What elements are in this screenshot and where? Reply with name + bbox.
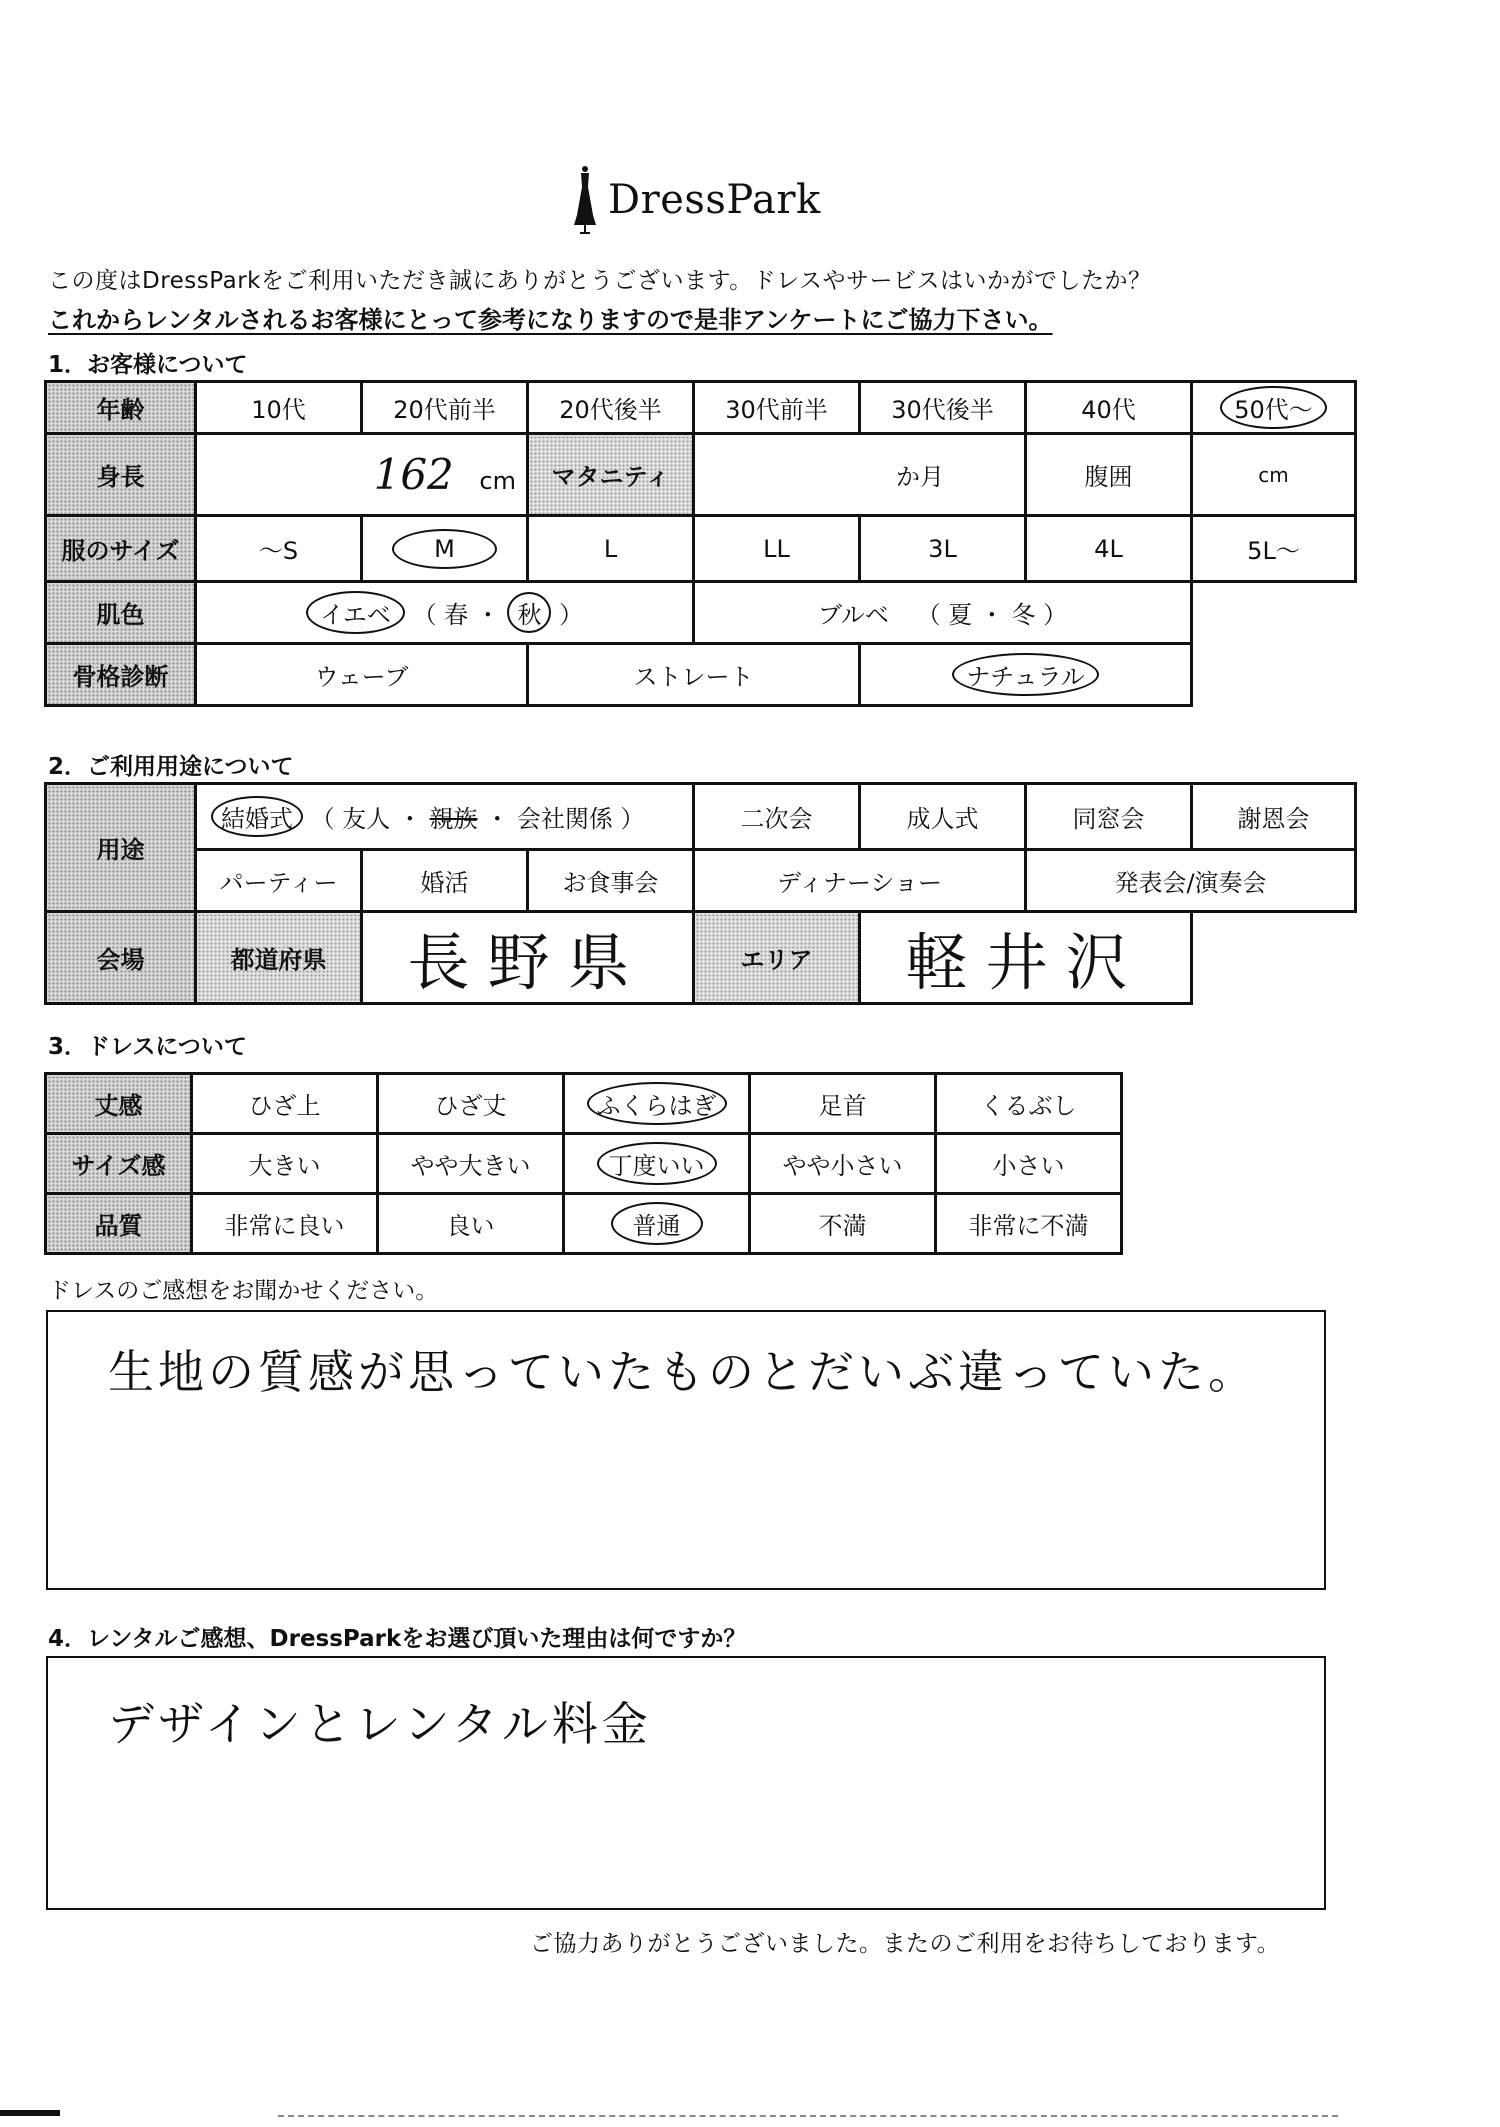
section2-heading: 2．ご利用用途について [48, 754, 294, 780]
age-row [46, 382, 1356, 434]
age-option[interactable]: 40代 [1026, 382, 1192, 434]
fit-option[interactable]: 大きい [192, 1134, 378, 1194]
intro-text: この度はDressParkをご利用いただき誠にありがとうございます。ドレスやサービスはいかがでしたか？ [48, 268, 1152, 294]
yellow-base-cell[interactable] [196, 582, 694, 644]
usage-option[interactable]: お食事会 [528, 850, 694, 912]
selection-circle: 結婚式 [211, 796, 303, 837]
quality-row [46, 1194, 1122, 1254]
length-option-selected[interactable] [564, 1074, 750, 1134]
wedding-cell[interactable] [196, 784, 694, 850]
section4-heading: 4．レンタルご感想、DressParkをお選び頂いた理由は何ですか？ [48, 1626, 747, 1652]
area-field[interactable] [860, 912, 1192, 1004]
fit-option-selected[interactable] [564, 1134, 750, 1194]
fit-label: サイズ感 [46, 1134, 192, 1194]
waist-unit: cm [1258, 462, 1289, 487]
rental-reason-text: デザインとレンタル料金 [108, 1697, 652, 1751]
quality-option[interactable]: 非常に良い [192, 1194, 378, 1254]
separator-dot: ・ [475, 601, 500, 629]
prefecture-label: 都道府県 [196, 912, 362, 1004]
age-option-selected[interactable] [1192, 382, 1356, 434]
usage-option[interactable]: 謝恩会 [1192, 784, 1356, 850]
length-option[interactable]: 足首 [750, 1074, 936, 1134]
usage-option[interactable]: 二次会 [694, 784, 860, 850]
separator-dot: ・ [485, 805, 510, 833]
rental-reason-box[interactable] [46, 1656, 1326, 1910]
age-option[interactable]: 10代 [196, 382, 362, 434]
size-option[interactable]: 5L〜 [1192, 516, 1356, 582]
skin-row [46, 582, 1356, 644]
section1-heading: 1．お客様について [48, 352, 248, 378]
skeleton-row [46, 644, 1356, 706]
size-row [46, 516, 1356, 582]
intro-request: これからレンタルされるお客様にとって参考になりますので是非アンケートにご協力下さい。 [48, 306, 1053, 334]
height-value: 162 [373, 450, 454, 499]
length-label: 丈感 [46, 1074, 192, 1134]
size-option-selected[interactable] [362, 516, 528, 582]
dress-comment-prompt: ドレスのご感想をお聞かせください。 [48, 1278, 439, 1304]
dress-table [44, 1072, 1123, 1255]
usage-label: 用途 [46, 784, 196, 912]
skeleton-option[interactable]: ウェーブ [196, 644, 528, 706]
quality-label: 品質 [46, 1194, 192, 1254]
skeleton-label: 骨格診断 [46, 644, 196, 706]
size-option[interactable]: 4L [1026, 516, 1192, 582]
winter-option[interactable]: 冬 [1011, 601, 1036, 629]
fit-option[interactable]: やや大きい [378, 1134, 564, 1194]
waist-label: 腹囲 [1026, 434, 1192, 516]
usage-row-1 [46, 784, 1356, 850]
size-option[interactable]: L [528, 516, 694, 582]
paren-open: （ [412, 601, 437, 629]
quality-option[interactable]: 不満 [750, 1194, 936, 1254]
age-option[interactable]: 20代後半 [528, 382, 694, 434]
venue-label: 会場 [46, 912, 196, 1004]
customer-table [44, 380, 1357, 707]
fit-option[interactable]: やや小さい [750, 1134, 936, 1194]
skeleton-option[interactable]: ストレート [528, 644, 860, 706]
fit-option[interactable]: 小さい [936, 1134, 1122, 1194]
months-unit: か月 [896, 463, 944, 491]
paren-close: ） [559, 601, 584, 629]
fit-row [46, 1134, 1122, 1194]
height-unit: cm [479, 467, 516, 495]
thank-you-text: ご協力ありがとうございました。またのご利用をお待ちしております。 [530, 1931, 1281, 1957]
friend-option[interactable]: 友人 [342, 805, 391, 833]
size-option[interactable]: LL [694, 516, 860, 582]
separator-dot: ・ [979, 601, 1004, 629]
selection-circle: 普通 [611, 1202, 703, 1245]
company-option[interactable]: 会社関係 [516, 805, 613, 833]
height-label: 身長 [46, 434, 196, 516]
dress-comment-box[interactable] [46, 1310, 1326, 1590]
area-value: 軽井沢 [905, 926, 1146, 999]
height-field[interactable] [196, 434, 528, 516]
usage-option[interactable]: 成人式 [860, 784, 1026, 850]
selection-circle: ふくらはぎ [587, 1082, 727, 1125]
empty-cell [1192, 644, 1356, 706]
length-option[interactable]: ひざ上 [192, 1074, 378, 1134]
blue-base-option[interactable]: ブルベ [817, 601, 889, 629]
length-option[interactable]: ひざ丈 [378, 1074, 564, 1134]
paren-open: （ [916, 601, 941, 629]
dress-comment-text: 生地の質感が思っていたものとだいぶ違っていた。 [108, 1345, 1258, 1399]
brand-logo [572, 165, 821, 235]
maternity-months-field[interactable] [694, 434, 1026, 516]
selection-circle: 丁度いい [597, 1142, 717, 1185]
prefecture-value: 長野県 [407, 926, 648, 999]
maternity-label: マタニティ [528, 434, 694, 516]
age-option[interactable]: 20代前半 [362, 382, 528, 434]
quality-option-selected[interactable] [564, 1194, 750, 1254]
selection-circle[interactable]: 秋 [507, 592, 551, 633]
paren-close: ） [620, 805, 645, 833]
skeleton-option-selected[interactable] [860, 644, 1192, 706]
blue-base-cell[interactable] [694, 582, 1192, 644]
area-label: エリア [694, 912, 860, 1004]
age-label: 年齢 [46, 382, 196, 434]
cut-line [278, 2115, 1338, 2117]
usage-option[interactable]: 発表会/演奏会 [1026, 850, 1356, 912]
usage-table [44, 782, 1357, 1005]
prefecture-field[interactable] [362, 912, 694, 1004]
quality-option[interactable]: 非常に不満 [936, 1194, 1122, 1254]
size-option[interactable]: 3L [860, 516, 1026, 582]
dress-icon [572, 165, 598, 235]
age-option[interactable]: 30代前半 [694, 382, 860, 434]
paren-open: （ [310, 805, 335, 833]
selection-circle: M [392, 529, 497, 569]
paren-close: ） [1043, 601, 1068, 629]
relative-option[interactable]: 親族 [429, 805, 478, 833]
usage-option[interactable]: 婚活 [362, 850, 528, 912]
selection-circle: 50代〜 [1220, 386, 1327, 429]
spring-option[interactable]: 春 [444, 601, 469, 629]
scan-mark [0, 2110, 60, 2116]
empty-cell [1192, 912, 1356, 1004]
quality-option[interactable]: 良い [378, 1194, 564, 1254]
skin-label: 肌色 [46, 582, 196, 644]
age-option[interactable]: 30代後半 [860, 382, 1026, 434]
selection-circle: イエベ [306, 591, 405, 634]
length-row [46, 1074, 1122, 1134]
separator-dot: ・ [397, 805, 422, 833]
usage-option[interactable]: パーティー [196, 850, 362, 912]
size-label: 服のサイズ [46, 516, 196, 582]
size-option[interactable]: 〜S [196, 516, 362, 582]
empty-cell [1192, 582, 1356, 644]
selection-circle: ナチュラル [952, 653, 1099, 696]
section3-heading: 3．ドレスについて [48, 1034, 247, 1060]
usage-option[interactable]: 同窓会 [1026, 784, 1192, 850]
brand-name: DressPark [608, 177, 821, 223]
venue-row [46, 912, 1356, 1004]
usage-option[interactable]: ディナーショー [694, 850, 1026, 912]
waist-field[interactable] [1192, 434, 1356, 516]
length-option[interactable]: くるぶし [936, 1074, 1122, 1134]
height-row [46, 434, 1356, 516]
usage-row-2 [46, 850, 1356, 912]
summer-option[interactable]: 夏 [948, 601, 973, 629]
